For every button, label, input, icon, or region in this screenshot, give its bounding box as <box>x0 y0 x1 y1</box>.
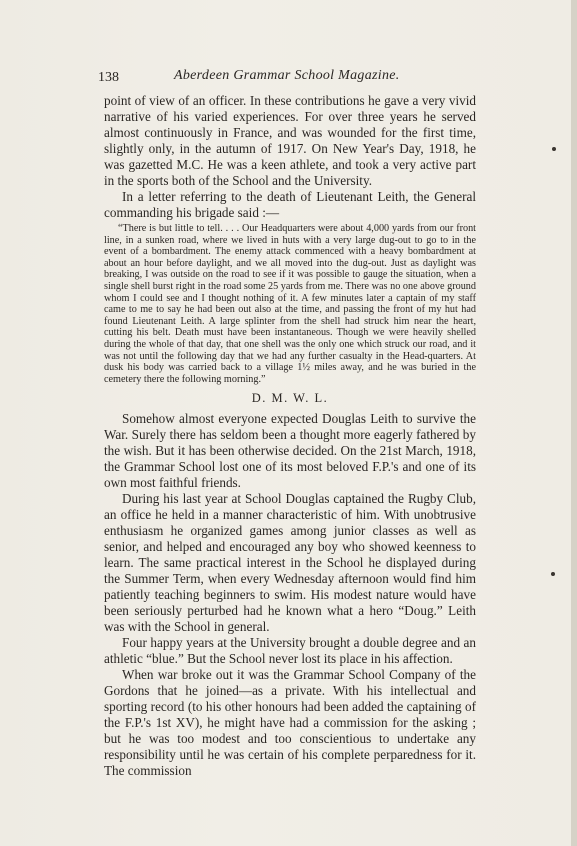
body-paragraph: Four happy years at the University brought a double degree and an athletic “blue.” But the School never lost its place in his affection. <box>104 635 476 666</box>
body-paragraph: Somehow almost everyone expected Douglas Leith to survive the War. Surely there has seldom been a thought more eagerly fathered by the wish. But it has been otherwise decided. On the 21st March, 1918, the Grammar School lost one of its most beloved F.P.'s and one of its own most faithful friends. <box>104 411 476 490</box>
body-paragraph: In a letter referring to the death of Lieutenant Leith, the General commanding his brigade said :— <box>104 189 476 220</box>
body-paragraph: point of view of an officer. In these contributions he gave a very vivid narrative of his varied experiences. For over three years he served almost continuously in France, and was wounded for the first time, slightly only, in the autumn of 1917. On New Year's Day, 1918, he was gazetted M.C. He was a keen athlete, and took a very active part in the sports both of the School and the University. <box>104 93 476 188</box>
page-header <box>98 66 528 86</box>
margin-mark <box>551 572 555 576</box>
page-edge <box>571 0 577 846</box>
block-quote: “There is but little to tell. . . . Our Headquarters were about 4,000 yards from our front line, in a sunken road, where we lived in huts with a very large dug-out to go to in the event of a bombardment. The enemy attack commenced with a heavy bombardment at about an hour before daylight, and we all moved into the dug-out. Just as daylight was breaking, I was outside on the road to see if it was possible to gauge the situation, when a single shell burst right in the road some 25 yards from me. There was no one above ground whom I could see and I thought nothing of it. A few minutes later a captain of my staff came to me to say he had been out also at the time, and passing the front of my hut had found Lieutenant Leith. A large splinter from the shell had struck him near the heart, cutting his belt. Death must have been instantaneous. Though we were heavily shelled during the whole of that day, that one shell was the only one which struck our road, and it was not until the following day that we had any further casualty in the Head-quarters. At dusk his body was carried back to a village 1½ miles away, and he was buried in the cemetery there the following morning.” <box>104 223 476 385</box>
margin-mark <box>552 147 556 151</box>
running-title: Aberdeen Grammar School Magazine. <box>174 68 400 83</box>
body-paragraph: When war broke out it was the Grammar School Company of the Gordons that he joined—as a private. With his intellectual and sporting record (to his other honours had been added the captaining of the F.P.'s 1st XV), he might have had a commission for the asking ; but he was too modest and too conscientious to undertake any responsibility until he was certain of his complete perparedness for it. The commission <box>104 667 476 778</box>
body-paragraph: During his last year at School Douglas captained the Rugby Club, an office he held in a manner characteristic of him. With unobtrusive enthusiasm he organized games among junior classes as well as senior, and helped and encouraged any boy who showed keenness to learn. The same practical interest in the School he displayed during the Summer Term, when every Wednesday afternoon would find him patiently teaching beginners to swim. His modest nature would have been seriously perturbed had he known what a hero “Doug.” Leith was with the School in general. <box>104 491 476 634</box>
section-heading: D. M. W. L. <box>251 391 329 405</box>
page-number: 138 <box>98 70 119 85</box>
